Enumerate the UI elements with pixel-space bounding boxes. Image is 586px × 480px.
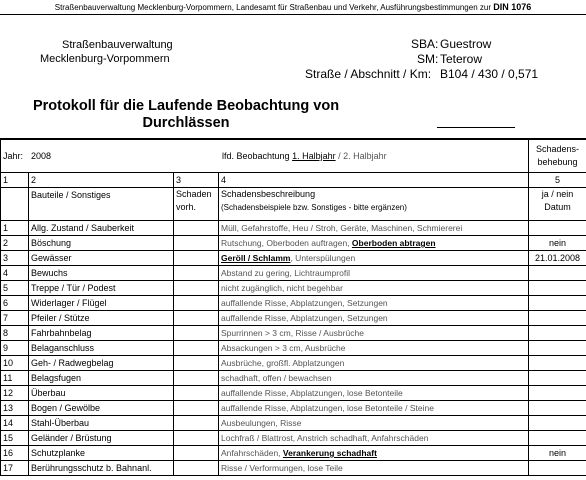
repair-result[interactable]: nein [529,446,586,461]
col-num-2: 2 [29,173,174,188]
col-title-schaden [174,188,219,221]
repair-result[interactable] [529,221,586,236]
damage-present-cell[interactable] [174,431,219,446]
damage-examples: nicht zugänglich, nicht begehbar [221,283,343,293]
damage-description [219,236,529,251]
row-number: 9 [1,341,29,356]
damage-present-cell[interactable] [174,296,219,311]
component-name: Berührungsschutz b. Bahnanl. [29,461,174,476]
col-title-schaden-1: Schaden [176,189,212,199]
damage-description [219,371,529,386]
col-title-schaden-2: vorh. [176,202,197,212]
component-name: Belaganschluss [29,341,174,356]
row-number: 17 [1,461,29,476]
damage-present-cell[interactable] [174,446,219,461]
table-row [1,296,586,311]
sba-value: Guestrow [440,37,492,51]
half-year-1: 1. Halbjahr [292,151,336,161]
half-year-separator: / [338,151,341,161]
damage-description [219,446,529,461]
row-number: 11 [1,371,29,386]
damage-present-cell[interactable] [174,386,219,401]
column-number-row [1,173,586,188]
repair-result[interactable] [529,266,586,281]
component-name: Treppe / Tür / Podest [29,281,174,296]
year-label: Jahr: [3,151,24,161]
damage-examples: Abstand zu gering, Lichtraumprofil [221,268,350,278]
org-line-1: Straßenbauverwaltung [62,39,173,51]
repair-header-line-2: behebung [537,157,578,167]
org-line-2: Mecklenburg-Vorpommern [40,53,170,65]
row-number: 3 [1,251,29,266]
row-number: 7 [1,311,29,326]
damage-marked: Geröll / Schlamm [221,253,291,263]
component-name: Geländer / Brüstung [29,431,174,446]
table-row [1,371,586,386]
table-row [1,461,586,476]
damage-present-cell[interactable] [174,326,219,341]
damage-examples: Ausbrüche, großfl. Abplatzungen [221,358,345,368]
table-row [1,311,586,326]
damage-description [219,251,529,266]
damage-description [219,356,529,371]
component-name: Überbau [29,386,174,401]
table-row [1,236,586,251]
din-label: DIN 1076 [493,2,532,12]
repair-result[interactable] [529,416,586,431]
col-title-result-2: Datum [544,202,571,212]
repair-header-cell [529,139,586,173]
repair-result[interactable] [529,386,586,401]
damage-present-cell[interactable] [174,281,219,296]
damage-description [219,221,529,236]
observation-table [0,138,586,476]
damage-present-cell[interactable] [174,266,219,281]
component-name: Gewässer [29,251,174,266]
row-number: 10 [1,356,29,371]
col-num-1: 1 [1,173,29,188]
damage-examples: Müll, Gefahrstoffe, Heu / Stroh, Geräte, Maschinen, Schmiererei [221,223,463,233]
row-number: 13 [1,401,29,416]
component-name: Allg. Zustand / Sauberkeit [29,221,174,236]
damage-present-cell[interactable] [174,401,219,416]
damage-description [219,326,529,341]
col-num-5: 5 [529,173,586,188]
row-number: 6 [1,296,29,311]
observation-label: lfd. Beobachtung [222,151,290,161]
damage-present-cell[interactable] [174,371,219,386]
damage-examples: Risse / Verformungen, lose Teile [221,463,343,473]
page-title-line-1: Protokoll für die Laufende Beobachtung von [32,98,340,114]
component-name: Pfeiler / Stütze [29,311,174,326]
damage-present-cell[interactable] [174,341,219,356]
repair-result[interactable] [529,401,586,416]
repair-result[interactable] [529,341,586,356]
damage-present-cell[interactable] [174,461,219,476]
damage-present-cell[interactable] [174,311,219,326]
damage-examples: auffallende Risse, Abplatzungen, Setzungen [221,298,388,308]
component-name: Geh- / Radwegbelag [29,356,174,371]
col-title-beschreibung-main: Schadensbeschreibung [221,189,316,199]
repair-result[interactable] [529,326,586,341]
row-number: 12 [1,386,29,401]
col-title-result-1: ja / nein [541,189,574,199]
damage-description [219,401,529,416]
damage-present-cell[interactable] [174,236,219,251]
damage-description [219,386,529,401]
repair-header-line-1: Schadens- [535,144,580,154]
row-number: 2 [1,236,29,251]
row-number: 4 [1,266,29,281]
table-row [1,401,586,416]
component-name: Böschung [29,236,174,251]
component-name: Bewuchs [29,266,174,281]
damage-examples: Ausbeulungen, Risse [221,418,302,428]
row-number: 14 [1,416,29,431]
row-number: 8 [1,326,29,341]
damage-examples-tail: , Unterspülungen [290,253,356,263]
repair-result[interactable] [529,281,586,296]
damage-examples: schadhaft, offen / bewachsen [221,373,332,383]
table-row [1,326,586,341]
damage-present-cell[interactable] [174,416,219,431]
repair-result[interactable] [529,296,586,311]
component-name: Widerlager / Flügel [29,296,174,311]
top-header-line [0,0,586,15]
damage-examples: Spurrinnen > 3 cm, Risse / Ausbrüche [221,328,364,338]
damage-examples: auffallende Risse, Abplatzungen, lose Betonteile [221,388,403,398]
page-title-line-2: Durchlässen [142,115,230,131]
repair-result[interactable] [529,461,586,476]
damage-examples: auffallende Risse, Abplatzungen, Setzungen [221,313,388,323]
top-line-text: Straßenbauverwaltung Mecklenburg-Vorpommern, Landesamt für Straßenbau und Verkehr, Ausführungsbestimmungen zur [54,3,491,12]
info-row [1,139,586,173]
damage-examples: Rutschung, Oberboden auftragen, [221,238,350,248]
repair-result[interactable]: 21.01.2008 [529,251,586,266]
component-name: Schutzplanke [29,446,174,461]
column-title-row [1,188,586,221]
row-number: 15 [1,431,29,446]
repair-result[interactable] [529,431,586,446]
damage-present-cell[interactable] [174,221,219,236]
table-row [1,356,586,371]
damage-description [219,431,529,446]
signature-line [437,127,515,128]
table-row [1,446,586,461]
col-title-result [529,188,586,221]
road-label: Straße / Abschnitt / Km: [305,67,432,81]
col-title-beschreibung [219,188,529,221]
damage-examples: Lochfraß / Blattrost, Anstrich schadhaft, Anfahrschäden [221,433,429,443]
year-value: 2008 [31,151,52,161]
damage-present-cell[interactable] [174,356,219,371]
col-title-1-empty [1,188,29,221]
table-row [1,416,586,431]
table-row [1,431,586,446]
col-num-3: 3 [174,173,219,188]
repair-result[interactable] [529,311,586,326]
table-row [1,341,586,356]
info-cell [1,139,529,173]
damage-description [219,341,529,356]
table-row [1,386,586,401]
damage-examples: auffallende Risse, Abplatzungen, lose Betonteile / Steine [221,403,434,413]
damage-description [219,311,529,326]
row-number: 5 [1,281,29,296]
repair-result[interactable] [529,356,586,371]
table-row [1,251,586,266]
table-row [1,281,586,296]
half-year-2: 2. Halbjahr [343,151,387,161]
component-name: Stahl-Überbau [29,416,174,431]
table-row [1,266,586,281]
damage-present-cell[interactable] [174,251,219,266]
repair-result[interactable]: nein [529,236,586,251]
damage-marked: Verankerung schadhaft [282,448,377,458]
damage-examples: Absackungen > 3 cm, Ausbrüche [221,343,346,353]
damage-description [219,281,529,296]
row-number: 1 [1,221,29,236]
component-name: Bogen / Gewölbe [29,401,174,416]
damage-description [219,296,529,311]
component-name: Belagsfugen [29,371,174,386]
table-row [1,221,586,236]
damage-examples: Anfahrschäden, [221,448,281,458]
road-value: B104 / 430 / 0,571 [440,67,539,81]
col-num-4: 4 [219,173,529,188]
col-title-bauteile: Bauteile / Sonstiges [29,188,174,221]
damage-description [219,266,529,281]
sba-label: SBA: [411,37,439,51]
sm-label: SM: [417,52,439,66]
repair-result[interactable] [529,371,586,386]
damage-marked: Oberboden abtragen [351,238,436,248]
component-name: Fahrbahnbelag [29,326,174,341]
damage-description [219,416,529,431]
damage-description [219,461,529,476]
row-number: 16 [1,446,29,461]
sm-value: Teterow [440,52,483,66]
col-title-beschreibung-hint: (Schadensbeispiele bzw. Sonstiges - bitte ergänzen) [221,203,407,212]
